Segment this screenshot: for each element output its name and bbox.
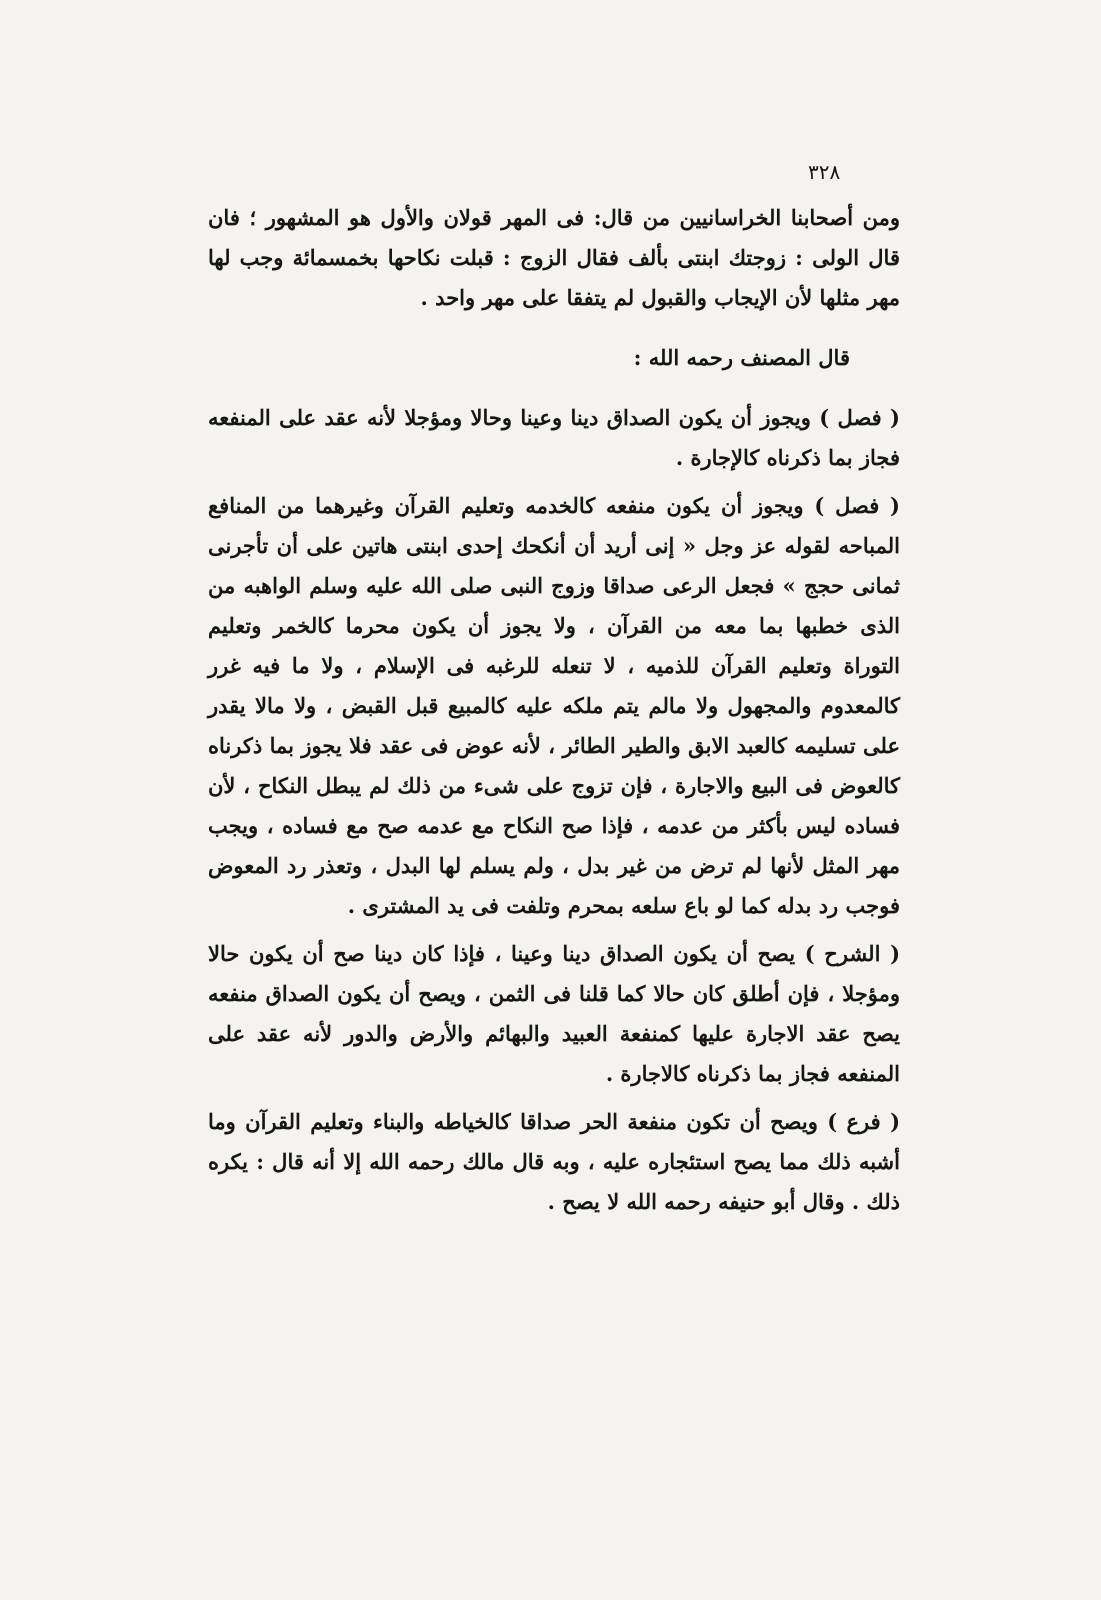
page-content xyxy=(208,198,900,1222)
paragraph-fasl-2: ( فصل ) ويجوز أن يكون منفعه كالخدمه وتعليم القرآن وغيرهما من المنافع المباحه لقوله عز وجل « إنى أريد أن أنكحك إحدى ابنتى هاتين على أن تأجرنى ثمانى حجج » فجعل الرعى صداقا وزوج النبى صلى الله عليه وسلم الواهبه من الذى خطبها بما معه من القرآن ، ولا يجوز أن يكون محرما كالخمر وتعليم التوراة وتعليم القرآن للذميه ، لا تنعله للرغبه فى الإسلام ، ولا ما فيه غرر كالمعدوم والمجهول ولا مالم يتم ملكه عليه كالمبيع قبل القبض ، ولا مالا يقدر على تسليمه كالعبد الابق والطير الطائر ، لأنه عوض فى عقد فلا يجوز بما ذكرناه كالعوض فى البيع والاجارة ، فإن تزوج على شىء من ذلك لم يبطل النكاح ، لأن فساده ليس بأكثر من عدمه ، فإذا صح النكاح مع عدمه صح مع فساده ، ويجب مهر المثل لأنها لم ترض من غير بدل ، ولم يسلم لها البدل ، وتعذر رد المعوض فوجب رد بدله كما لو باع سلعه بمحرم وتلفت فى يد المشترى . xyxy=(208,493,900,918)
page-number: ٣٢٨ xyxy=(808,160,841,184)
paragraph-sharh: ( الشرح ) يصح أن يكون الصداق دينا وعينا ، فإذا كان دينا صح أن يكون حالا ومؤجلا ، فإن أطلق كان حالا كما قلنا فى الثمن ، ويصح أن يكون الصداق منفعه يصح عقد الاجارة عليها كمنفعة العبيد والبهائم والأرض والدور لأنه عقد على المنفعه فجاز بما ذكرناه كالاجارة . xyxy=(208,941,900,1086)
paragraph-fasl-1: ( فصل ) ويجوز أن يكون الصداق دينا وعينا وحالا ومؤجلا لأنه عقد على المنفعه فجاز بما ذكرناه كالإجارة . xyxy=(208,405,900,470)
section-heading: قال المصنف رحمه الله : xyxy=(633,345,850,370)
paragraph-far: ( فرع ) ويصح أن تكون منفعة الحر صداقا كالخياطه والبناء وتعليم القرآن وما أشبه ذلك مما يصح استئجاره عليه ، وبه قال مالك رحمه الله إلا أنه قال : يكره ذلك . وقال أبو حنيفه رحمه الله لا يصح . xyxy=(208,1109,900,1214)
paragraph-intro: ومن أصحابنا الخراسانيين من قال: فى المهر قولان والأول هو المشهور ؛ فان قال الولى : زوجتك ابنتى بألف فقال الزوج : قبلت نكاحها بخمسمائة وجب لها مهر مثلها لأن الإيجاب والقبول لم يتفقا على مهر واحد . xyxy=(208,205,900,310)
